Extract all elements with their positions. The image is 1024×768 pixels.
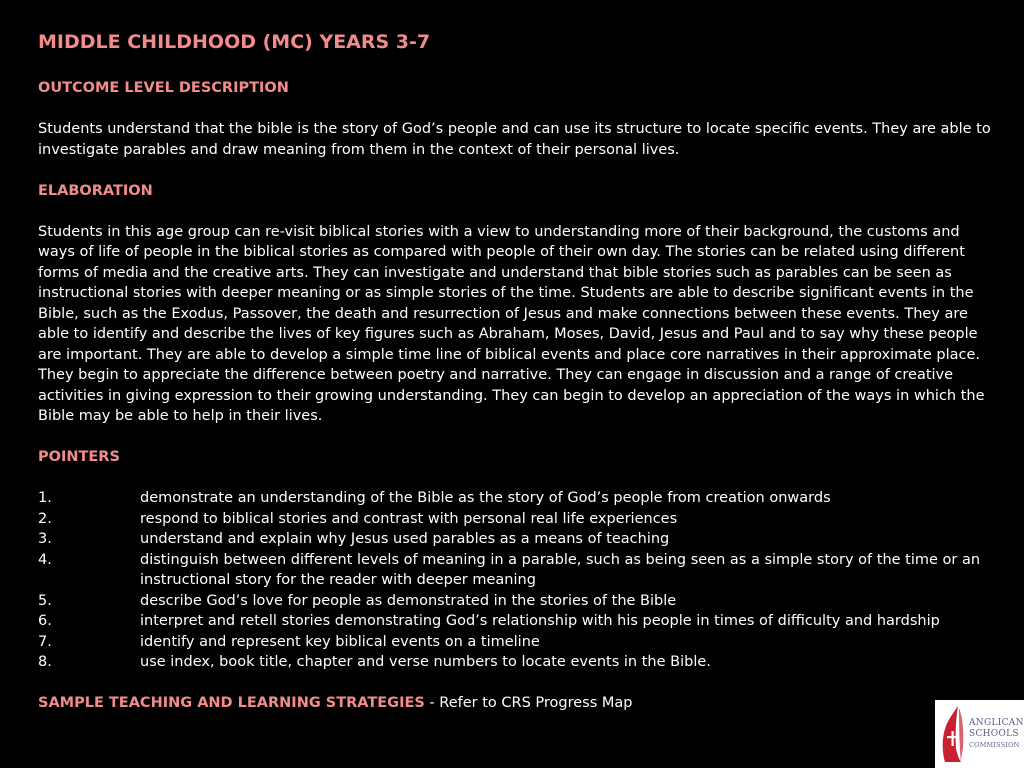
elaboration-heading: ELABORATION	[38, 182, 153, 199]
strategies-label: SAMPLE TEACHING AND LEARNING STRATEGIES	[38, 695, 425, 711]
pointer-text: interpret and retell stories demonstrating God’s relationship with his people in times of difficulty and hardship	[140, 613, 940, 629]
pointer-item-8	[38, 652, 998, 673]
outcome-heading: OUTCOME LEVEL DESCRIPTION	[38, 80, 289, 96]
pointer-text: use index, book title, chapter and verse numbers to locate events in the Bible.	[140, 654, 711, 670]
pointer-text: describe God’s love for people as demonstrated in the stories of the Bible	[140, 592, 677, 609]
pointer-item-6	[38, 611, 998, 632]
logo-line-anglican: ANGLICAN	[969, 717, 1024, 728]
logo-wordmark	[969, 718, 1024, 751]
slide-content	[38, 28, 998, 714]
pointer-text: distinguish between different levels of meaning in a parable, such as being seen as a simple story of the time or an instructional story for the reader with deeper meaning	[140, 551, 981, 588]
elaboration-text: Students in this age group can re-visit biblical stories with a view to understanding more of their background, the customs and ways of life of people in the biblical stories as compared with people of their own day. The stories can be related using different forms of media and the creative arts. They can investigate and understand that bible stories such as parables can be seen as instructional stories with deeper meaning or as simple stories of the time. Students are able to describe significant events in the Bible, such as the Exodus, Passover, the death and resurrection of Jesus and make connections between these events. They are able to identify and describe the lives of key figures such as Abraham, Moses, David, Jesus and Paul and to say why these people are important. They are able to develop a simple time line of biblical events and place core narratives in their approximate place. They begin to appreciate the difference between poetry and narrative. They can engage in discussion and a range of creative activities in giving expression to their growing understanding. They can begin to develop an appreciation of the ways in which the Bible may be able to help in their lives.	[38, 223, 985, 424]
pointer-item-5	[38, 591, 998, 612]
pointers-heading: POINTERS	[38, 449, 120, 465]
pointer-text: demonstrate an understanding of the Bible as the story of God’s people from creation onwards	[140, 490, 831, 506]
pointer-text: understand and explain why Jesus used parables as a means of teaching	[140, 531, 670, 547]
anglican-schools-logo	[935, 700, 1024, 768]
pointer-number: 3.	[38, 531, 52, 547]
pointer-number: 4.	[38, 551, 52, 568]
pointer-text: respond to biblical stories and contrast with personal real life experiences	[140, 510, 678, 527]
logo-line-commission: COMMISSION	[969, 740, 1020, 749]
pointer-number: 6.	[38, 613, 52, 629]
pointer-number: 2.	[38, 510, 52, 527]
pointer-number: 1.	[38, 490, 52, 506]
pointer-item-3	[38, 529, 998, 550]
strategies-line	[38, 693, 998, 714]
outcome-description: Students understand that the bible is the story of God’s people and can use its structure to locate specific events. They are able to investigate parables and draw meaning from them in the context of their personal lives.	[38, 121, 991, 158]
pointers-list	[38, 488, 998, 673]
pointer-item-2	[38, 509, 998, 530]
logo-line-schools: SCHOOLS	[969, 728, 1019, 739]
pointer-item-7	[38, 632, 998, 653]
pointer-number: 8.	[38, 654, 52, 670]
page-title: MIDDLE CHILDHOOD (MC) YEARS 3-7	[38, 31, 431, 53]
pointer-number: 7.	[38, 633, 52, 650]
mitre-cross-icon	[939, 704, 967, 764]
pointer-text: identify and represent key biblical events on a timeline	[140, 633, 540, 650]
pointer-item-4	[38, 550, 998, 591]
strategies-reference: - Refer to CRS Progress Map	[424, 695, 633, 711]
pointer-number: 5.	[38, 592, 52, 609]
pointer-item-1	[38, 488, 998, 509]
